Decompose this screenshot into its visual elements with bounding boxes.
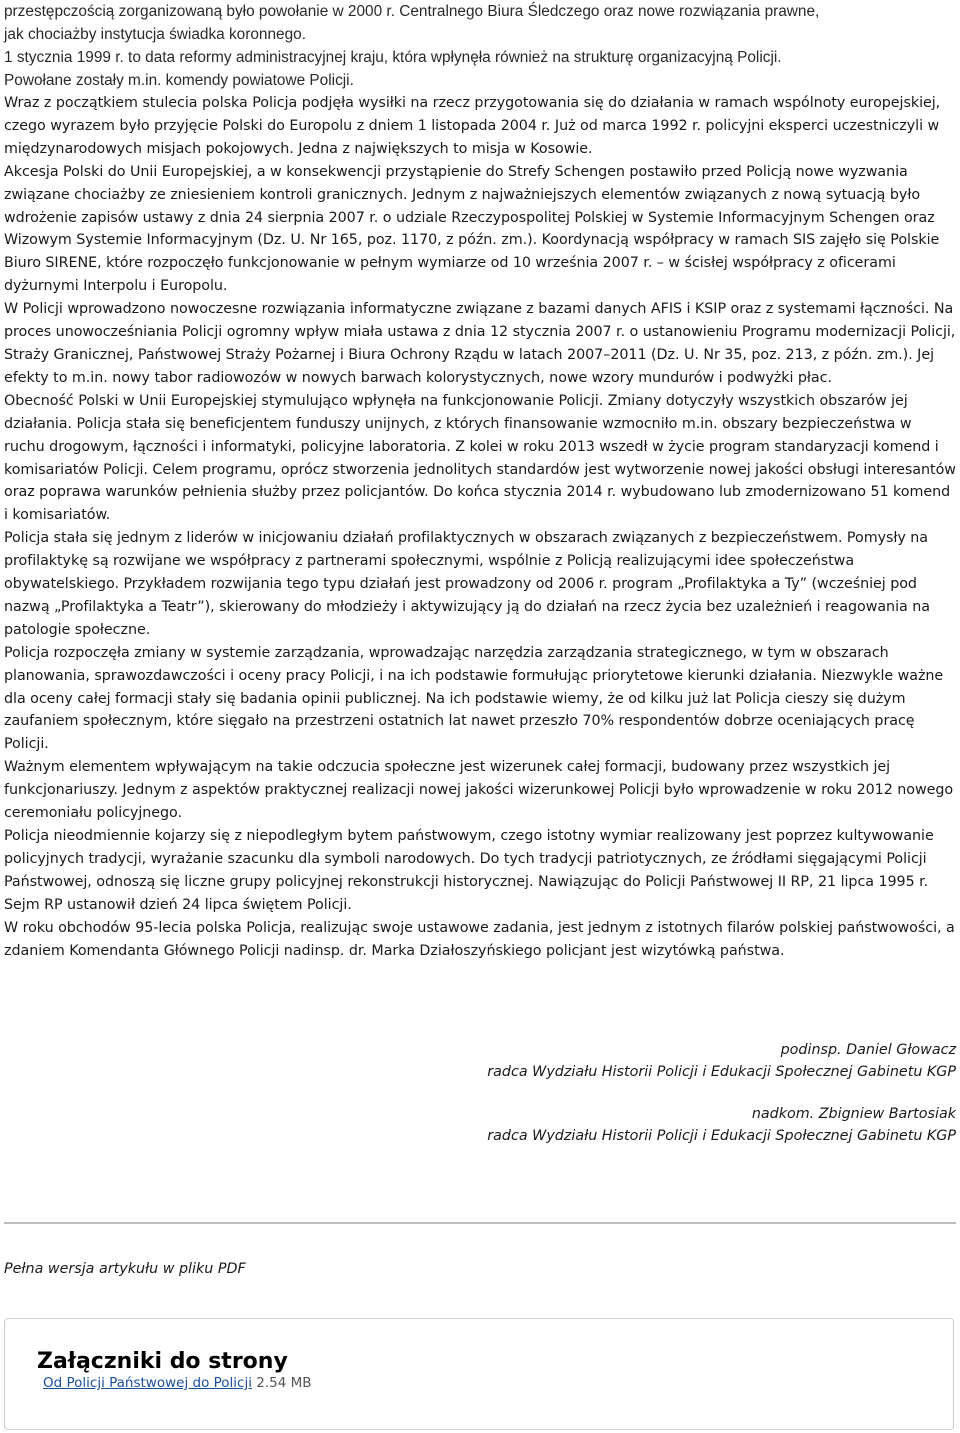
- author-name: nadkom. Zbigniew Bartosiak: [751, 1106, 956, 1122]
- author-role: radca Wydziału Historii Policji i Edukacji Społecznej Gabinetu KGP: [487, 1064, 956, 1080]
- signature-block: [487, 1039, 956, 1083]
- attachment-file-size: 2.54 MB: [256, 1375, 312, 1391]
- signature-block: [487, 1103, 956, 1147]
- intro-line: jak chociażby instytucja świadka koronnego.: [4, 26, 306, 43]
- section-divider: [4, 1222, 956, 1224]
- intro-line: przestępczością zorganizowaną było powołanie w 2000 r. Centralnego Biura Śledczego oraz nowe rozwiązania prawne,: [4, 3, 820, 20]
- attachment-download-link[interactable]: Od Policji Państwowej do Policji: [43, 1375, 252, 1391]
- article-body: [4, 92, 956, 962]
- pdf-note: Pełna wersja artykułu w pliku PDF: [4, 1261, 246, 1277]
- attachment-item: [43, 1375, 312, 1391]
- author-role: radca Wydziału Historii Policji i Edukacji Społecznej Gabinetu KGP: [487, 1128, 956, 1144]
- paragraph-schengen: Akcesja Polski do Unii Europejskiej, a w konsekwencji przystąpienie do Strefy Schengen postawiło przed Policją nowe wyzwania związane chociażby ze zniesieniem kontroli granicznych. Jednym z najważniejszych elementów związanych z nową sytuacją było wdrożenie zapisów ustawy z dnia 24 sierpnia 2007 r. o udziale Rzeczypospolitej Polskiej w Systemie Informacyjnym Schengen oraz Wizowym Systemie Informacyjnym (Dz. U. Nr 165, poz. 1170, z późn. zm.). Koordynacją współpracy w ramach SIS zajęło się Polskie Biuro SIRENE, które rozpoczęło funkcjonowanie w pełnym wymiarze od 10 września 2007 r. – w ścisłej współpracy z oficerami dyżurnymi Interpolu i Europolu.: [4, 163, 940, 295]
- paragraph-europol: Wraz z początkiem stulecia polska Policja podjęła wysiłki na rzecz przygotowania się do działania w ramach wspólnoty europejskiej, czego wyrazem było przyjęcie Polski do Europolu z dniem 1 listopada 2004 r. Już od marca 1992 r. policyjni eksperci uczestniczyli w międzynarodowych misjach pokojowych. Jedna z największych to misja w Kosowie.: [4, 95, 941, 157]
- article-content: [4, 0, 956, 962]
- author-name: podinsp. Daniel Głowacz: [780, 1042, 956, 1058]
- intro-line: 1 stycznia 1999 r. to data reformy administracyjnej kraju, która wpłynęła również na strukturę organizacyjną Policji.: [4, 49, 782, 66]
- paragraph-management: Policja rozpoczęła zmiany w systemie zarządzania, wprowadzając narzędzia zarządzania strategicznego, w tym w obszarach planowania, sprawozdawczości i oceny pracy Policji, i na ich podstawie formułując priorytetowe kierunki działania. Niezwykle ważne dla oceny całej formacji stały się badania opinii publicznej. Na ich podstawie wiemy, że od kilku już lat Policja cieszy się dużym zaufaniem społecznym, które sięgało na przestrzeni ostatnich lat nawet przeszło 70% respondentów dobrze oceniających pracę Policji.: [4, 644, 944, 753]
- paragraph-image: Ważnym elementem wpływającym na takie odczucia społeczne jest wizerunek całej formacji, budowany przez wszystkich jej funkcjonariuszy. Jednym z aspektów praktycznej realizacji nowej jakości wizerunkowej Policji było wprowadzenie w roku 2012 nowego ceremoniału policyjnego.: [4, 759, 954, 822]
- attachments-title: Załączniki do strony: [37, 1349, 288, 1374]
- paragraph-traditions: Policja nieodmiennie kojarzy się z niepodległym bytem państwowym, czego istotny wymiar realizowany jest poprzez kultywowanie policyjnych tradycji, wyrażanie szacunku dla symboli narodowych. Do tych tradycji patriotycznych, ze źródłami sięgającymi Policji Państwowej, odnoszą się liczne grupy policyjnej rekonstrukcji historycznej. Nawiązując do Policji Państwowej II RP, 21 lipca 1995 r. Sejm RP ustanowił dzień 24 lipca świętem Policji.: [4, 828, 934, 913]
- paragraph-prevention: Policja stała się jednym z liderów w inicjowaniu działań profilaktycznych w obszarach związanych z bezpieczeństwem. Pomysły na profilaktykę są rozwijane we współpracy z partnerami społecznymi, wspólnie z Policją realizującymi idee społeczeństwa obywatelskiego. Przykładem rozwijania tego typu działań jest prowadzony od 2006 r. program „Profilaktyka a Ty” (wcześniej pod nazwą „Profilaktyka a Teatr”), skierowany do młodzieży i aktywizujący ją do działań na rzecz życia bez uzależnień i reagowania na patologie społeczne.: [4, 530, 930, 638]
- author-signatures: [487, 1039, 956, 1167]
- paragraph-modernization: W Policji wprowadzono nowoczesne rozwiązania informatyczne związane z bazami danych AFIS i KSIP oraz z systemami łączności. Na proces unowocześniania Policji ogromny wpływ miała ustawa z dnia 12 stycznia 2007 r. o ustanowieniu Programu modernizacji Policji, Straży Granicznej, Państwowej Straży Pożarnej i Biura Ochrony Rządu w latach 2007–2011 (Dz. U. Nr 35, poz. 213, z późn. zm.). Jej efekty to m.in. nowy tabor radiowozów w nowych barwach kolorystycznych, nowe wzory mundurów i podwyżki płac.: [4, 301, 956, 386]
- intro-text: [4, 0, 956, 92]
- intro-line: Powołane zostały m.in. komendy powiatowe Policji.: [4, 72, 354, 89]
- paragraph-eu-funds: Obecność Polski w Unii Europejskiej stymulująco wpłynęła na funkcjonowanie Policji. Zmiany dotyczyły wszystkich obszarów jej działania. Policja stała się beneficjentem funduszy unijnych, z których finansowanie wzmocniło m.in. obszary bezpieczeństwa w ruchu drogowym, łączności i informatyki, policyjne laboratoria. Z kolei w roku 2013 wszedł w życie program standaryzacji komend i komisariatów Policji. Celem programu, oprócz stworzenia jednolitych standardów jest wytworzenie nowej jakości obsługi interesantów oraz poprawa warunków pełnienia służby przez policjantów. Do końca stycznia 2014 r. wybudowano lub zmodernizowano 51 komend i komisariatów.: [4, 392, 956, 524]
- paragraph-anniversary: W roku obchodów 95-lecia polska Policja, realizując swoje ustawowe zadania, jest jednym z istotnych filarów polskiej państwowości, a zdaniem Komendanta Głównego Policji nadinsp. dr. Marka Działoszyńskiego policjant jest wizytówką państwa.: [4, 919, 955, 959]
- attachments-box: [4, 1318, 954, 1430]
